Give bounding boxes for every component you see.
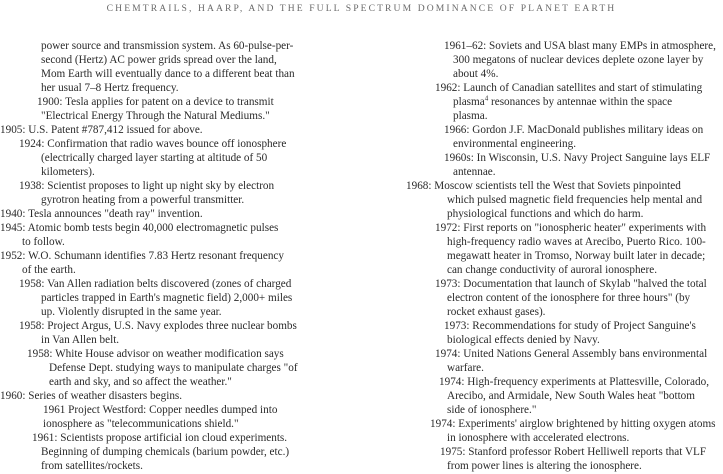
timeline-entry: 1905: U.S. Patent #787,412 issued for above. bbox=[0, 124, 203, 136]
timeline-entry: 1961–62: Soviets and USA blast many EMPs in atmosphere, 300 megatons of nuclear devices deplete ozone layer by about 4%. bbox=[444, 40, 716, 80]
timeline-entry: 1961 Project Westford: Copper needles dumped into ionosphere as "telecommunications shield." bbox=[43, 404, 278, 430]
timeline-entry: 1958: Project Argus, U.S. Navy explodes three nuclear bombs in Van Allen belt. bbox=[19, 320, 297, 346]
timeline-entry: 1940: Tesla announces "death ray" invention. bbox=[0, 208, 203, 220]
timeline-entry: 1945: Atomic bomb tests begin 40,000 electromagnetic pulses to follow. bbox=[0, 222, 279, 248]
timeline-entry: 1973: Documentation that launch of Skylab "halved the total electron content of the ionosphere for three hours" (by rocket exhaust gases). bbox=[435, 278, 707, 318]
timeline-entry: 1960: Series of weather disasters begins. bbox=[0, 390, 183, 402]
timeline-entry: 1974: High-frequency experiments at Plattesville, Colorado, Arecibo, and Armidale, New South Wales heat "bottom side of ionosphere." bbox=[439, 376, 709, 416]
running-header: CHEMTRAILS, HAARP, AND THE FULL SPECTRUM DOMINANCE OF PLANET EARTH bbox=[106, 3, 617, 14]
timeline-entry: 1962: Launch of Canadian satellites and start of stimulating plasma$^4$ resonances by antennae within the space plasma. bbox=[435, 82, 703, 122]
timeline-entry: 1972: First reports on "ionospheric heater" experiments with high-frequency radio waves at Arecibo, Puerto Rico. 100- megawatt heater in Tromso, Norway built later in decade; can change conductivity of auroral ionosphere. bbox=[435, 222, 707, 276]
timeline-entry: 1973: Recommendations for study of Project Sanguine's biological effects denied by Navy. bbox=[444, 320, 696, 346]
timeline-entry: 1952: W.O. Schumann identifies 7.83 Hertz resonant frequency of the earth. bbox=[0, 250, 284, 276]
timeline-entry: 1900: Tesla applies for patent on a device to transmit "Electrical Energy Through the Natural Mediums." bbox=[37, 96, 274, 122]
footnote-marker[interactable]: 4 bbox=[484, 94, 489, 103]
timeline-entry: 1958: White House advisor on weather modification says Defense Dept. studying ways to manipulate charges "of earth and sky, and so affect the weather." bbox=[27, 348, 298, 388]
timeline-entry: 1975: Stanford professor Robert Helliwell reports that VLF from power lines is altering the ionosphere. bbox=[440, 446, 707, 472]
timeline-entry: 1958: Van Allen radiation belts discovered (zones of charged particles trapped in Earth's magnetic field) 2,000+ miles up. Violently disrupted in the same year. bbox=[19, 278, 293, 318]
timeline-entry: 1938: Scientist proposes to light up night sky by electron gyrotron heating from a powerful transmitter. bbox=[19, 180, 275, 206]
timeline-entry: 1924: Confirmation that radio waves bounce off ionosphere (electrically charged layer starting at altitude of 50 kilometers). bbox=[19, 138, 287, 178]
timeline-entry: 1966: Gordon J.F. MacDonald publishes military ideas on environmental engineering. bbox=[444, 124, 704, 150]
timeline-entry: power source and transmission system. As 60-pulse-per- second (Hertz) AC power grids spread over the land, Mom Earth will eventually dance to a different beat than her usual 7–8 Hertz frequency. bbox=[41, 40, 295, 94]
timeline-entry: 1974: United Nations General Assembly bans environmental warfare. bbox=[435, 348, 708, 374]
timeline-entry: 1968: Moscow scientists tell the West that Soviets pinpointed which pulsed magnetic field frequencies help mental and physiological functions and which do harm. bbox=[406, 180, 703, 220]
timeline-entry: 1974: Experiments' airglow brightened by hitting oxygen atoms in ionosphere with accelerated electrons. bbox=[430, 418, 716, 444]
timeline-entry: 1960s: In Wisconsin, U.S. Navy Project Sanguine lays ELF antennae. bbox=[444, 152, 711, 178]
timeline-entry: 1961: Scientists propose artificial ion cloud experiments. Beginning of dumping chemicals (barium powder, etc.) from satellites/rockets. bbox=[32, 432, 290, 472]
